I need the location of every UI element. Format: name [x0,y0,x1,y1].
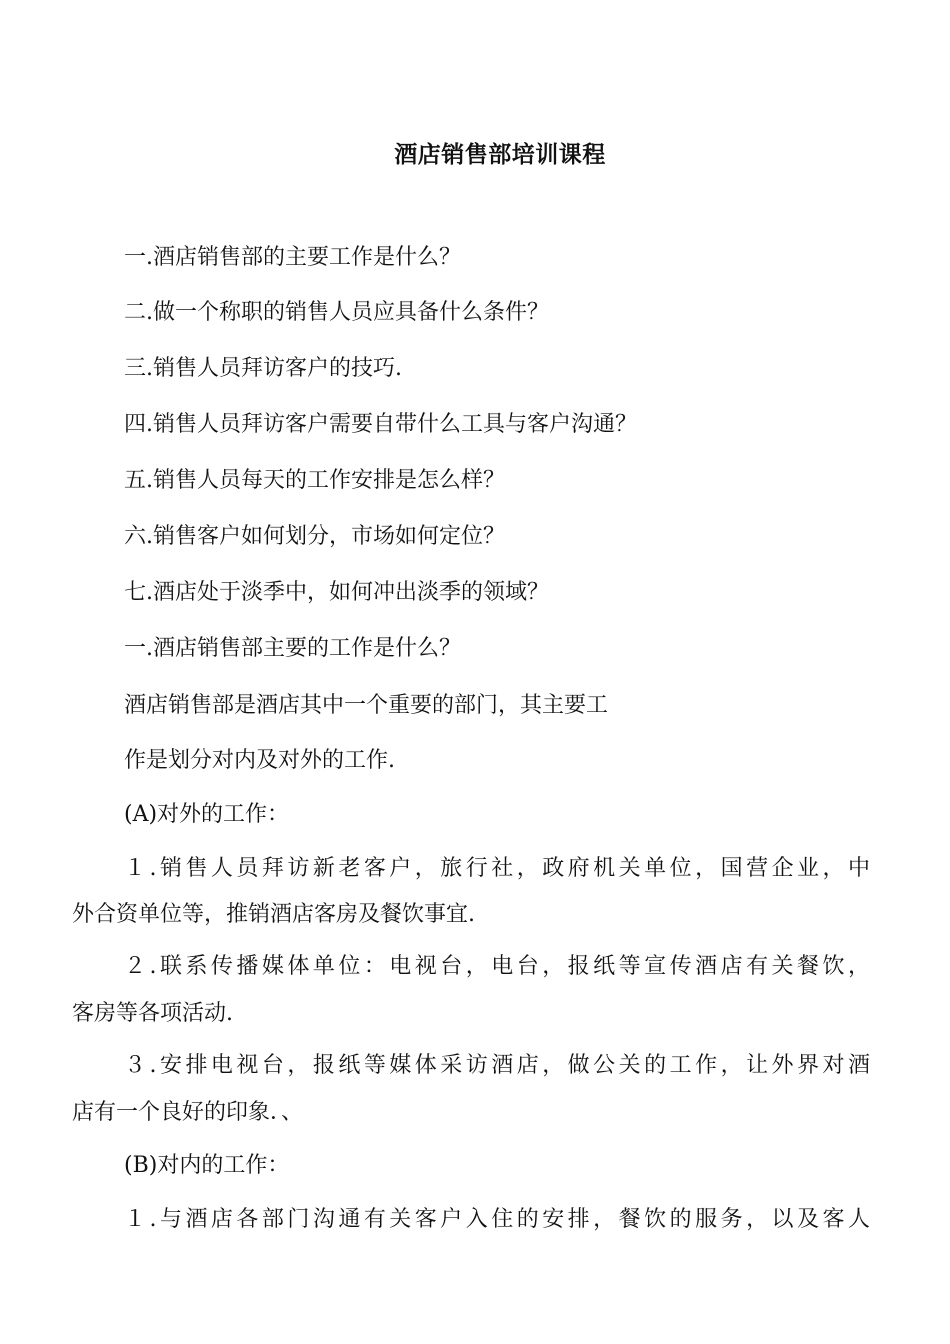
document-title: 酒店销售部培训课程 [394,142,606,168]
toc-item-4: 四.销售人员拜访客户需要自带什么工具与客户沟通？ [124,412,637,437]
paragraph-line: 酒店销售部是酒店其中一个重要的部门，其主要工 [124,693,609,718]
paragraph-line: ３.安排电视台，报纸等媒体采访酒店，做公关的工作，让外界对酒 [124,1053,870,1078]
paragraph-line: ２.联系传播媒体单位：电视台，电台，报纸等宣传酒店有关餐饮， [124,954,870,979]
subsection-heading-external: (A)对外的工作： [124,802,290,827]
paragraph-line: 外合资单位等，推销酒店客房及餐饮事宜. [72,902,475,927]
toc-item-6: 六.销售客户如何划分，市场如何定位？ [124,524,505,549]
paragraph-line: 客房等各项活动. [72,1001,233,1026]
paragraph-line: １.与酒店各部门沟通有关客户入住的安排，餐饮的服务，以及客人 [124,1207,870,1232]
toc-item-2: 二.做一个称职的销售人员应具备什么条件？ [124,300,549,325]
toc-item-3: 三.销售人员拜访客户的技巧. [124,356,402,381]
subsection-heading-internal: (B)对内的工作： [124,1153,290,1178]
paragraph-line: 作是划分对内及对外的工作. [124,748,395,773]
paragraph-line: 店有一个良好的印象．、 [72,1100,304,1125]
toc-item-5: 五.销售人员每天的工作安排是怎么样？ [124,468,505,493]
toc-item-1: 一.酒店销售部的主要工作是什么？ [124,245,461,270]
toc-item-7: 七.酒店处于淡季中，如何冲出淡季的领域？ [124,580,549,605]
section-heading: 一.酒店销售部主要的工作是什么？ [124,636,461,661]
paragraph-line: １.销售人员拜访新老客户，旅行社，政府机关单位，国营企业，中 [124,856,870,881]
